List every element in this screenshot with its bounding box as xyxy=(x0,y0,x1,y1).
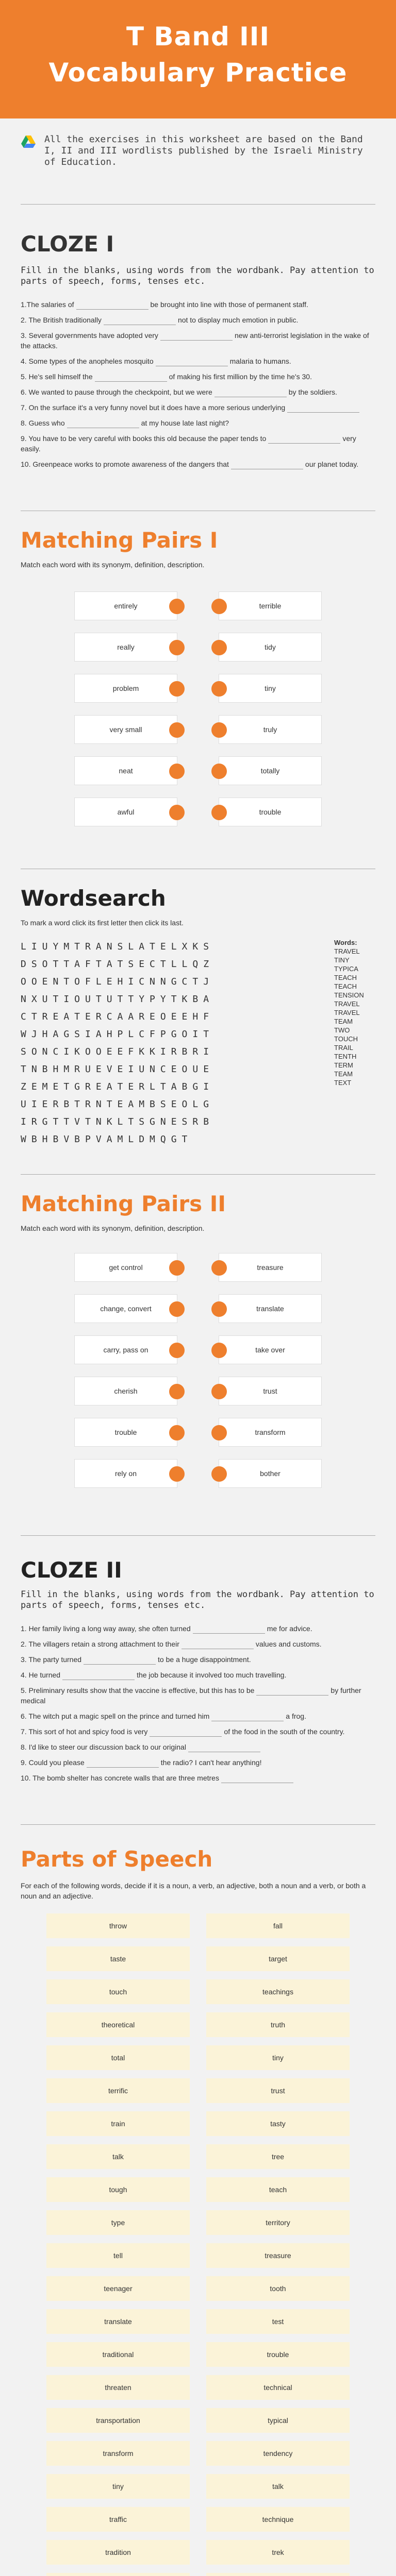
question-text-after: to be a huge disappointment. xyxy=(158,1655,251,1664)
connector-dot[interactable] xyxy=(169,1260,185,1276)
cloze2-title: CLOZE II xyxy=(21,1557,122,1583)
connector-dot[interactable] xyxy=(169,1466,185,1482)
connector-dot[interactable] xyxy=(169,640,185,655)
answer-blank[interactable] xyxy=(231,462,303,469)
cloze-question xyxy=(21,356,375,366)
cloze-question xyxy=(21,1773,375,1783)
wordsearch-word: TRAVEL xyxy=(334,1000,360,1008)
pair-row xyxy=(21,1417,375,1448)
wordsearch-word: TEAM xyxy=(334,1070,353,1078)
wordsearch-word: TRAVEL xyxy=(334,947,360,955)
pair-row xyxy=(21,1293,375,1324)
wordsearch-word: TYPICA xyxy=(334,965,358,973)
pos-word-tile[interactable]: tree xyxy=(206,2144,350,2169)
answer-blank[interactable] xyxy=(221,1776,293,1783)
question-text-before: 1.The salaries of xyxy=(21,300,74,309)
question-text-after: very easily. xyxy=(21,434,356,453)
cloze-question xyxy=(21,299,375,310)
cloze2-subtitle: Fill in the blanks, using words from the wordbank. Pay attention to parts of speech, forms, tenses etc. xyxy=(21,1589,374,1611)
question-text-after: be brought into line with those of permanent staff. xyxy=(150,300,308,309)
answer-blank[interactable] xyxy=(156,359,228,366)
question-text-before: 6. We wanted to pause through the checkpoint, but we were xyxy=(21,388,212,396)
wordsearch-grid[interactable] xyxy=(21,938,214,1148)
pair-card-right[interactable] xyxy=(219,1377,322,1405)
wordsearch-word: TEAM xyxy=(334,1018,353,1025)
pos-word-tile[interactable]: trek xyxy=(206,2540,350,2565)
pos-word-tile[interactable]: tough xyxy=(46,2177,190,2202)
question-text-before: 9. You have to be very careful with books this old because the paper tends to xyxy=(21,434,267,443)
question-text-before: 6. The witch put a magic spell on the prince and turned him xyxy=(21,1712,210,1720)
connector-dot[interactable] xyxy=(211,722,227,738)
pos-instruction: For each of the following words, decide if it is a noun, a verb, an adjective, both a noun and a verb, or both a noun and an adjective. xyxy=(21,1882,366,1900)
pairs1-board xyxy=(21,590,375,838)
cloze-question xyxy=(21,1757,375,1768)
pair-card-left[interactable] xyxy=(74,1377,177,1405)
cloze-question xyxy=(21,402,375,413)
wordsearch-row[interactable]: SONCIKOOEEFKKIRBRI xyxy=(21,1046,214,1057)
wordsearch-row[interactable]: UIERBTRNTEAMBSEOLG xyxy=(21,1099,214,1110)
cloze-question xyxy=(21,371,375,382)
question-text-after: of making his first million by the time he's 30. xyxy=(169,372,312,381)
question-text-after: not to display much emotion in public. xyxy=(177,316,299,324)
pos-word-tile[interactable]: tiny xyxy=(46,2474,190,2499)
connector-dot[interactable] xyxy=(211,764,227,779)
wordsearch-word: TERM xyxy=(334,1061,353,1069)
question-text-before: 4. Some types of the anopheles mosquito xyxy=(21,357,154,365)
pair-card-right[interactable] xyxy=(219,674,322,703)
pair-card-label: carry, pass on xyxy=(103,1346,148,1354)
cloze-question xyxy=(21,1711,375,1721)
pos-word-tile[interactable]: talk xyxy=(206,2474,350,2499)
wordsearch-instruction: To mark a word click its first letter then click its last. xyxy=(21,919,184,927)
cloze-question xyxy=(21,387,375,397)
pair-card-label: awful xyxy=(117,808,135,816)
pos-word-tile[interactable]: technical xyxy=(206,2375,350,2400)
question-text-before: 7. On the surface it's a very funny novel but it does have a more serious underlying xyxy=(21,403,286,412)
wordsearch-row[interactable]: TNBHMRUEVEIUNCEOUE xyxy=(21,1064,214,1075)
pair-card-right[interactable] xyxy=(219,633,322,662)
pair-card-label: tiny xyxy=(265,684,276,692)
question-text-before: 8. Guess who xyxy=(21,419,65,427)
pairs1-title: Matching Pairs I xyxy=(21,528,218,553)
pos-word-tile[interactable]: target xyxy=(206,1946,350,1971)
pos-word-tile[interactable]: touch xyxy=(46,1979,190,2004)
pos-word-tile[interactable] xyxy=(46,2573,190,2576)
pos-word-tile[interactable]: traffic xyxy=(46,2507,190,2532)
pairs1-instruction: Match each word with its synonym, definition, description. xyxy=(21,561,205,569)
question-text-after: a frog. xyxy=(286,1712,306,1720)
connector-dot[interactable] xyxy=(169,805,185,820)
worksheet-title-line1: T Band III xyxy=(126,22,270,52)
pos-word-tile[interactable]: theoretical xyxy=(46,2012,190,2037)
pair-card-right[interactable] xyxy=(219,715,322,744)
wordsearch-word-list xyxy=(334,938,375,1148)
pos-word-tile[interactable]: tell xyxy=(46,2243,190,2268)
connector-dot[interactable] xyxy=(211,805,227,820)
pair-card-left[interactable] xyxy=(74,591,177,620)
pair-card-left[interactable] xyxy=(74,756,177,785)
answer-blank[interactable] xyxy=(150,1730,222,1737)
pair-card-label: translate xyxy=(256,1304,284,1313)
pair-row xyxy=(21,1252,375,1283)
pos-word-tile[interactable]: type xyxy=(46,2210,190,2235)
cloze1-subtitle: Fill in the blanks, using words from the wordbank. Pay attention to parts of speech, forms, tenses etc. xyxy=(21,265,374,286)
wordsearch-row[interactable]: CTREATERCAAREOEEHF xyxy=(21,1011,214,1022)
wordsearch-row[interactable]: OOENTOFLEHICNNGCTJ xyxy=(21,976,214,987)
pair-card-label: terrible xyxy=(259,602,282,610)
pos-word-tile[interactable]: trouble xyxy=(206,2342,350,2367)
question-text-before: 10. The bomb shelter has concrete walls that are three metres xyxy=(21,1774,219,1782)
cloze-question xyxy=(21,315,375,325)
pos-word-tile[interactable]: teenager xyxy=(46,2276,190,2301)
pos-word-tile[interactable]: technique xyxy=(206,2507,350,2532)
pair-card-left[interactable] xyxy=(74,1459,177,1488)
question-text-after: by further medical xyxy=(21,1686,361,1705)
question-text-before: 1. Her family living a long way away, she often turned xyxy=(21,1624,191,1633)
pair-card-right[interactable] xyxy=(219,798,322,826)
connector-dot[interactable] xyxy=(169,599,185,614)
wordsearch-row[interactable]: LIUYMTRANSLATELXKS xyxy=(21,941,214,952)
question-text-before: 9. Could you please xyxy=(21,1758,85,1767)
answer-blank[interactable] xyxy=(214,390,287,397)
cloze-question xyxy=(21,418,375,428)
pair-card-left[interactable] xyxy=(74,674,177,703)
pair-card-label: change, convert xyxy=(100,1304,152,1313)
pair-card-left[interactable] xyxy=(74,715,177,744)
pair-card-label: very small xyxy=(109,725,142,734)
connector-dot[interactable] xyxy=(169,764,185,779)
pair-card-right[interactable] xyxy=(219,1418,322,1447)
connector-dot[interactable] xyxy=(211,599,227,614)
wordsearch-word: TRAVEL xyxy=(334,1009,360,1016)
pos-word-tile[interactable]: translate xyxy=(46,2309,190,2334)
pos-word-tile[interactable]: talk xyxy=(46,2144,190,2169)
pair-row xyxy=(21,714,375,745)
pair-row xyxy=(21,755,375,786)
pair-card-left[interactable] xyxy=(74,633,177,662)
pair-card-label: treasure xyxy=(257,1263,284,1272)
wordsearch-word: TEACH xyxy=(334,982,357,990)
wordsearch-word: TENSION xyxy=(334,991,364,999)
connector-dot[interactable] xyxy=(211,640,227,655)
cloze2-questions xyxy=(21,1623,375,1783)
connector-dot[interactable] xyxy=(211,1343,227,1358)
pos-word-tile[interactable]: throw xyxy=(46,1913,190,1938)
answer-blank[interactable] xyxy=(87,1760,159,1768)
pair-card-left[interactable] xyxy=(74,1253,177,1282)
cloze-question xyxy=(21,1742,375,1752)
pair-card-label: trouble xyxy=(114,1428,137,1436)
pair-card-right[interactable] xyxy=(219,1253,322,1282)
pair-card-label: tidy xyxy=(265,643,276,651)
pos-word-tile[interactable]: typical xyxy=(206,2408,350,2433)
question-text-after: the job because it involved too much travelling. xyxy=(137,1671,287,1679)
pos-word-tile[interactable]: fall xyxy=(206,1913,350,1938)
question-text-before: 2. The British traditionally xyxy=(21,316,102,324)
connector-dot[interactable] xyxy=(169,681,185,697)
wordsearch-word: TINY xyxy=(334,956,350,964)
pair-card-label: neat xyxy=(119,767,133,775)
question-text-after: our planet today. xyxy=(305,460,359,468)
answer-blank[interactable] xyxy=(188,1745,260,1752)
wordsearch-word: TEACH xyxy=(334,974,357,981)
pair-card-right[interactable] xyxy=(219,1294,322,1323)
question-text-before: 2. The villagers retain a strong attachment to their xyxy=(21,1640,179,1648)
pair-card-label: get control xyxy=(109,1263,143,1272)
pair-card-label: trust xyxy=(263,1387,277,1395)
pair-row xyxy=(21,632,375,663)
wordsearch-words-heading: Words: xyxy=(334,939,357,946)
wordsearch-row[interactable]: ZEMETGREATERLTABGI xyxy=(21,1081,214,1092)
connector-dot[interactable] xyxy=(169,1301,185,1317)
pos-word-tile[interactable]: terrific xyxy=(46,2078,190,2103)
question-text-before: 4. He turned xyxy=(21,1671,61,1679)
pos-word-tile[interactable]: total xyxy=(46,2045,190,2070)
wordsearch-word: TOUCH xyxy=(334,1035,358,1043)
pair-card-label: trouble xyxy=(259,808,282,816)
pair-card-right[interactable] xyxy=(219,756,322,785)
intro-text: All the exercises in this worksheet are based on the Band I, II and III wordlists published by the Israeli Ministry of Education. xyxy=(44,134,363,167)
pos-word-tile[interactable]: tendency xyxy=(206,2441,350,2466)
wordsearch-word: TWO xyxy=(334,1026,350,1034)
pos-word-tile[interactable]: test xyxy=(206,2309,350,2334)
pair-card-label: really xyxy=(117,643,135,651)
connector-dot[interactable] xyxy=(211,1425,227,1440)
wordsearch-row[interactable]: NXUTIOUTUTTYPYTKBA xyxy=(21,994,214,1005)
pos-word-tile[interactable]: transform xyxy=(46,2441,190,2466)
pos-word-tile[interactable]: trust xyxy=(206,2078,350,2103)
question-text-before: 7. This sort of hot and spicy food is very xyxy=(21,1727,148,1736)
pos-word-tile[interactable]: tradition xyxy=(46,2540,190,2565)
pair-card-right[interactable] xyxy=(219,1459,322,1488)
question-text-after: at my house late last night? xyxy=(141,419,229,427)
question-text-before: 10. Greenpeace works to promote awareness of the dangers that xyxy=(21,460,229,468)
answer-blank[interactable] xyxy=(287,405,359,413)
cloze-question xyxy=(21,1654,375,1665)
pos-title: Parts of Speech xyxy=(21,1846,213,1872)
pair-row xyxy=(21,796,375,827)
answer-blank[interactable] xyxy=(84,1657,156,1665)
pair-row xyxy=(21,590,375,621)
cloze1-questions xyxy=(21,299,375,469)
pos-word-tile[interactable]: transportation xyxy=(46,2408,190,2433)
answer-blank[interactable] xyxy=(182,1642,254,1649)
pos-word-tile[interactable]: traditional xyxy=(46,2342,190,2367)
cloze-question xyxy=(21,1623,375,1634)
connector-dot[interactable] xyxy=(169,1343,185,1358)
answer-blank[interactable] xyxy=(67,421,139,428)
connector-dot[interactable] xyxy=(169,1384,185,1399)
pair-card-label: problem xyxy=(112,684,139,692)
pair-card-label: take over xyxy=(255,1346,285,1354)
cloze-question xyxy=(21,1639,375,1649)
pairs2-board xyxy=(21,1252,375,1499)
pos-word-tile[interactable]: teach xyxy=(206,2177,350,2202)
pos-word-tile[interactable]: tiny xyxy=(206,2045,350,2070)
question-text-after: the radio? I can't hear anything! xyxy=(160,1758,262,1767)
question-text-after: values and customs. xyxy=(255,1640,322,1648)
worksheet-header xyxy=(0,0,396,118)
pair-card-right[interactable] xyxy=(219,591,322,620)
question-text-after: of the food in the south of the country. xyxy=(224,1727,345,1736)
pairs2-instruction: Match each word with its synonym, definition, description. xyxy=(21,1224,205,1232)
pair-card-left[interactable] xyxy=(74,1294,177,1323)
cloze-question xyxy=(21,1685,375,1706)
worksheet-title-line2: Vocabulary Practice xyxy=(48,58,348,88)
wordsearch-row[interactable]: WJHAGSIAHPLCFPGOIT xyxy=(21,1029,214,1040)
cloze-question xyxy=(21,1726,375,1737)
pair-row xyxy=(21,1376,375,1406)
answer-blank[interactable] xyxy=(193,1626,265,1634)
pair-card-left[interactable] xyxy=(74,1418,177,1447)
connector-dot[interactable] xyxy=(211,1466,227,1482)
connector-dot[interactable] xyxy=(211,1301,227,1317)
connector-dot[interactable] xyxy=(211,1260,227,1276)
pair-row xyxy=(21,1458,375,1489)
pair-card-label: transform xyxy=(255,1428,286,1436)
question-text-before: 3. The party turned xyxy=(21,1655,82,1664)
pair-card-label: rely on xyxy=(114,1469,137,1478)
pair-card-label: bother xyxy=(260,1469,280,1478)
wordsearch-word: TENTH xyxy=(334,1053,357,1060)
pos-word-grid xyxy=(46,1913,350,2576)
pair-row xyxy=(21,673,375,704)
question-text-before: 8. I'd like to steer our discussion back to our original xyxy=(21,1743,186,1751)
connector-dot[interactable] xyxy=(211,681,227,697)
wordsearch-title: Wordsearch xyxy=(21,886,166,911)
answer-blank[interactable] xyxy=(256,1688,328,1696)
cloze-question xyxy=(21,459,375,469)
answer-blank[interactable] xyxy=(104,318,176,325)
question-text-before: 5. He's sell himself the xyxy=(21,372,93,381)
connector-dot[interactable] xyxy=(211,1384,227,1399)
pos-word-tile[interactable]: train xyxy=(46,2111,190,2136)
question-text-before: 3. Several governments have adopted very xyxy=(21,331,158,340)
pair-card-label: truly xyxy=(263,725,277,734)
cloze1-title: CLOZE I xyxy=(21,231,114,257)
pos-word-tile[interactable]: teachings xyxy=(206,1979,350,2004)
pos-word-tile[interactable]: tasty xyxy=(206,2111,350,2136)
pair-card-right[interactable] xyxy=(219,1335,322,1364)
answer-blank[interactable] xyxy=(62,1673,135,1680)
wordsearch-row[interactable]: DSOTTAFTATSECTLLQZ xyxy=(21,959,214,970)
answer-blank[interactable] xyxy=(160,333,233,341)
pos-word-tile[interactable]: territory xyxy=(206,2210,350,2235)
pair-card-label: totally xyxy=(260,767,280,775)
answer-blank[interactable] xyxy=(76,302,148,310)
pair-card-left[interactable] xyxy=(74,798,177,826)
answer-blank[interactable] xyxy=(95,375,167,382)
question-text-before: 5. Preliminary results show that the vaccine is effective, but this has to be xyxy=(21,1686,255,1694)
cloze-question xyxy=(21,330,375,351)
google-drive-icon xyxy=(21,134,36,149)
wordsearch-word: TEXT xyxy=(334,1079,352,1087)
intro-block xyxy=(21,134,375,168)
pair-card-label: cherish xyxy=(114,1387,138,1395)
wordsearch-row[interactable]: WBHBVBPVAMLDMQGT xyxy=(21,1134,193,1145)
connector-dot[interactable] xyxy=(169,1425,185,1440)
cloze-question xyxy=(21,433,375,454)
question-text-after: new anti-terrorist legislation in the wake of the attacks. xyxy=(21,331,369,350)
answer-blank[interactable] xyxy=(211,1714,284,1721)
wordsearch-board xyxy=(21,938,375,1148)
question-text-after: me for advice. xyxy=(267,1624,312,1633)
connector-dot[interactable] xyxy=(169,722,185,738)
cloze-question xyxy=(21,1670,375,1680)
question-text-after: malaria to humans. xyxy=(229,357,291,365)
question-text-after: by the soldiers. xyxy=(288,388,337,396)
pairs2-title: Matching Pairs II xyxy=(21,1191,226,1216)
pair-row xyxy=(21,1334,375,1365)
pos-word-tile[interactable]: threaten xyxy=(46,2375,190,2400)
wordsearch-row[interactable]: IRGTTVTNKLTSGNESRB xyxy=(21,1116,214,1127)
pos-word-tile[interactable]: treasure xyxy=(206,2243,350,2268)
pos-word-tile[interactable]: tooth xyxy=(206,2276,350,2301)
wordsearch-word: TRAIL xyxy=(334,1044,353,1052)
pos-word-tile[interactable] xyxy=(206,2573,350,2576)
pos-word-tile[interactable]: truth xyxy=(206,2012,350,2037)
answer-blank[interactable] xyxy=(268,436,340,444)
pos-word-tile[interactable]: taste xyxy=(46,1946,190,1971)
pair-card-label: entirely xyxy=(114,602,138,610)
pair-card-left[interactable] xyxy=(74,1335,177,1364)
